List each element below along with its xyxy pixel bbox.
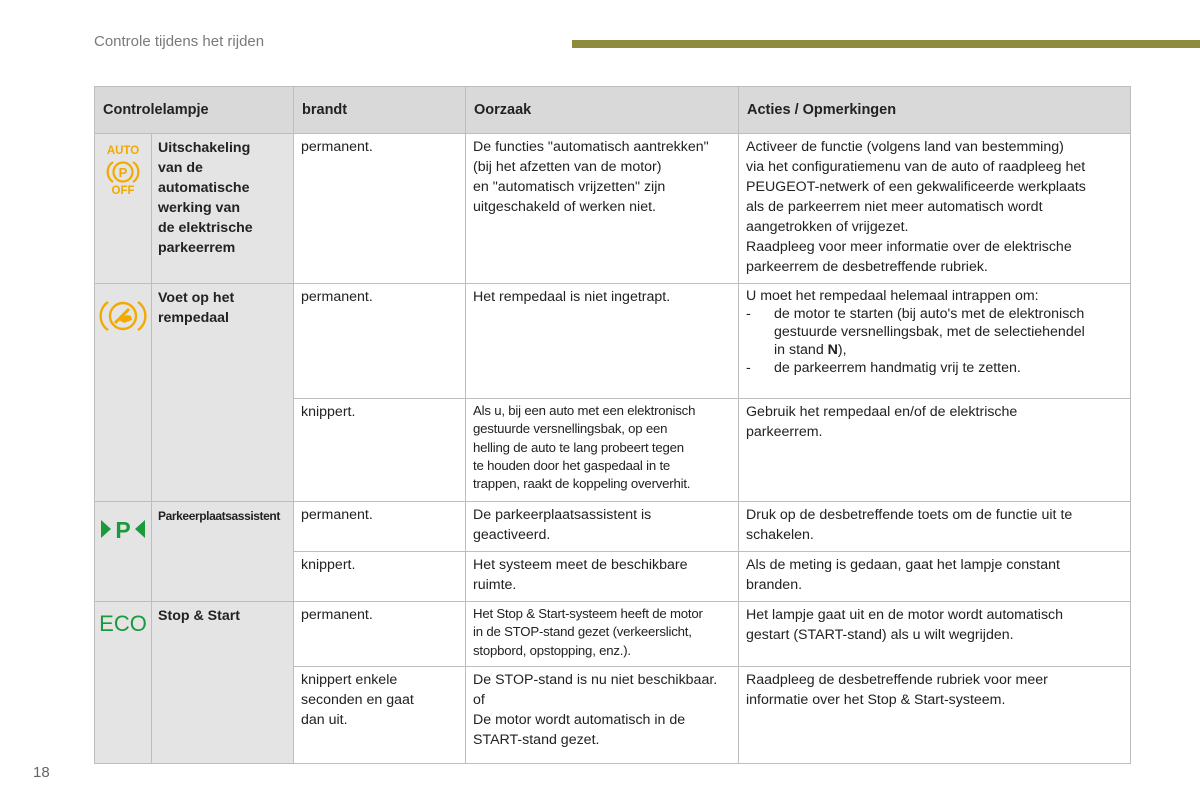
text-line: knippert enkele <box>301 671 398 688</box>
svg-text:P: P <box>115 517 131 542</box>
text-fragment: ), <box>837 342 847 358</box>
lamp-name-line: automatische <box>158 180 250 196</box>
text-line: U moet het rempedaal helemaal intrappen om: <box>746 288 1039 304</box>
text-line: helling de auto te lang probeert tegen <box>473 439 684 455</box>
lamp-icon-cell <box>95 284 152 502</box>
text-line: De motor wordt automatisch in de <box>473 711 686 728</box>
lamp-name-cell <box>152 602 294 764</box>
header-accent-bar <box>572 40 1200 48</box>
text-line: branden. <box>746 577 803 593</box>
column-header-oorzaak: Oorzaak <box>466 87 739 134</box>
table-row <box>95 284 1131 399</box>
lamp-icon-cell <box>95 134 152 284</box>
list-dash: - <box>746 360 751 376</box>
lamp-name-cell <box>152 284 294 502</box>
list-dash: - <box>746 306 751 322</box>
action-list <box>746 305 1123 377</box>
text-line: Als u, bij een auto met een elektronisch <box>473 403 696 418</box>
lamp-name-line: Voet op het <box>158 290 235 306</box>
lamp-name-line: de elektrische <box>158 220 253 236</box>
text-line: ruimte. <box>473 577 517 593</box>
text-line: seconden en gaat <box>301 691 414 708</box>
auto-p-off-icon <box>101 142 145 196</box>
text-line: in de STOP-stand gezet (verkeerslicht, <box>473 624 692 640</box>
column-header-acties: Acties / Opmerkingen <box>739 87 1131 134</box>
svg-text:AUTO: AUTO <box>106 145 140 157</box>
oorzaak-cell: Het rempedaal is niet ingetrapt. <box>466 284 739 399</box>
warning-lamps-table <box>94 86 1131 764</box>
text-line: (bij het afzetten van de motor) <box>473 159 662 175</box>
acties-cell <box>739 284 1131 399</box>
text-line: De functies "automatisch aantrekken" <box>473 139 709 155</box>
text-line: aangetrokken of vrijgezet. <box>746 219 909 235</box>
text-line: PEUGEOT-netwerk of een gekwalificeerde werkplaats <box>746 179 1086 195</box>
brandt-cell: knippert. <box>294 399 466 502</box>
text-line: of <box>473 691 485 708</box>
text-line: gestuurde versnellingsbak, met de selectiehendel <box>774 324 1085 340</box>
text-line: trappen, raakt de koppeling oververhit. <box>473 476 691 492</box>
lamp-name-line: van de <box>158 160 203 176</box>
list-item <box>746 359 1123 377</box>
lamp-name-cell <box>152 502 294 602</box>
text-line: START-stand gezet. <box>473 731 600 748</box>
eco-icon <box>97 610 149 636</box>
text-line: de parkeerrem handmatig vrij te zetten. <box>774 360 1021 376</box>
acties-cell <box>739 399 1131 502</box>
foot-on-pedal-icon <box>98 296 148 336</box>
text-line: gestart (START-stand) als u wilt wegrijden. <box>746 627 1014 643</box>
lamp-name-line: werking van <box>158 200 241 216</box>
text-line: Als de meting is gedaan, gaat het lampje constant <box>746 557 1060 573</box>
text-line: schakelen. <box>746 527 814 543</box>
brandt-cell: permanent. <box>294 134 466 284</box>
brandt-cell: permanent. <box>294 602 466 667</box>
brandt-cell: knippert. <box>294 552 466 602</box>
acties-cell <box>739 602 1131 667</box>
text-line: gestuurde versnellingsbak, op een <box>473 421 668 437</box>
oorzaak-cell <box>466 602 739 667</box>
text-fragment: in stand <box>774 342 828 358</box>
oorzaak-cell <box>466 399 739 502</box>
text-line: via het configuratiemenu van de auto of raadpleeg het <box>746 159 1086 175</box>
text-line: Het systeem meet de beschikbare <box>473 557 688 573</box>
text-line: De parkeerplaatsassistent is <box>473 507 652 523</box>
oorzaak-cell <box>466 666 739 763</box>
text-line: parkeerrem de desbetreffende rubriek. <box>746 259 988 275</box>
table-row <box>95 602 1131 667</box>
text-line: geactiveerd. <box>473 527 551 543</box>
acties-cell <box>739 134 1131 284</box>
park-assist-icon <box>99 516 147 542</box>
table-header-row <box>95 87 1131 134</box>
lamp-icon-cell <box>95 602 152 764</box>
text-line: Raadpleeg voor meer informatie over de elektrische <box>746 239 1072 255</box>
text-line: dan uit. <box>301 711 348 728</box>
brandt-cell: permanent. <box>294 502 466 552</box>
text-line: informatie over het Stop & Start-systeem. <box>746 691 1006 708</box>
text-line: Het Stop & Start-systeem heeft de motor <box>473 606 703 621</box>
gear-position-n: N <box>827 342 838 358</box>
lamp-name-line: Stop & Start <box>158 608 240 624</box>
svg-text:OFF: OFF <box>111 185 135 196</box>
text-line: en "automatisch vrijzetten" zijn <box>473 179 666 195</box>
text-line: Gebruik het rempedaal en/of de elektrische <box>746 404 1018 420</box>
oorzaak-cell <box>466 134 739 284</box>
text-line: als de parkeerrem niet meer automatisch wordt <box>746 199 1043 215</box>
table-row <box>95 134 1131 284</box>
lamp-icon-cell <box>95 502 152 602</box>
text-line: uitgeschakeld of werken niet. <box>473 199 656 215</box>
text-line: Activeer de functie (volgens land van bestemming) <box>746 139 1064 155</box>
brandt-cell <box>294 666 466 763</box>
column-header-controlelampje: Controlelampje <box>95 87 294 134</box>
acties-cell <box>739 502 1131 552</box>
lamp-name-line: parkeerrem <box>158 240 236 256</box>
lamp-name-cell <box>152 134 294 284</box>
acties-cell <box>739 666 1131 763</box>
lamp-name-line: Parkeerplaatsassistent <box>158 509 280 523</box>
text-line <box>774 341 1123 359</box>
text-line: stopbord, opstopping, enz.). <box>473 642 631 658</box>
column-header-brandt: brandt <box>294 87 466 134</box>
text-line: de motor te starten (bij auto's met de elektronisch <box>774 306 1085 322</box>
text-line: Het lampje gaat uit en de motor wordt automatisch <box>746 607 1064 623</box>
text-line: Raadpleeg de desbetreffende rubriek voor meer <box>746 671 1048 688</box>
oorzaak-cell <box>466 502 739 552</box>
brandt-cell: permanent. <box>294 284 466 399</box>
lamp-name-line: rempedaal <box>158 310 229 326</box>
svg-text:ECO: ECO <box>99 611 147 636</box>
text-line: Druk op de desbetreffende toets om de functie uit te <box>746 507 1073 523</box>
page-number: 18 <box>33 764 50 781</box>
text-line: parkeerrem. <box>746 424 823 440</box>
page-header-title: Controle tijdens het rijden <box>94 33 265 50</box>
list-item <box>746 305 1123 359</box>
oorzaak-cell <box>466 552 739 602</box>
text-line: De STOP-stand is nu niet beschikbaar. <box>473 671 718 688</box>
svg-text:P: P <box>118 165 128 180</box>
lamp-name-line: Uitschakeling <box>158 140 251 156</box>
table-row <box>95 502 1131 552</box>
text-line: te houden door het gaspedaal in te <box>473 457 671 473</box>
acties-cell <box>739 552 1131 602</box>
